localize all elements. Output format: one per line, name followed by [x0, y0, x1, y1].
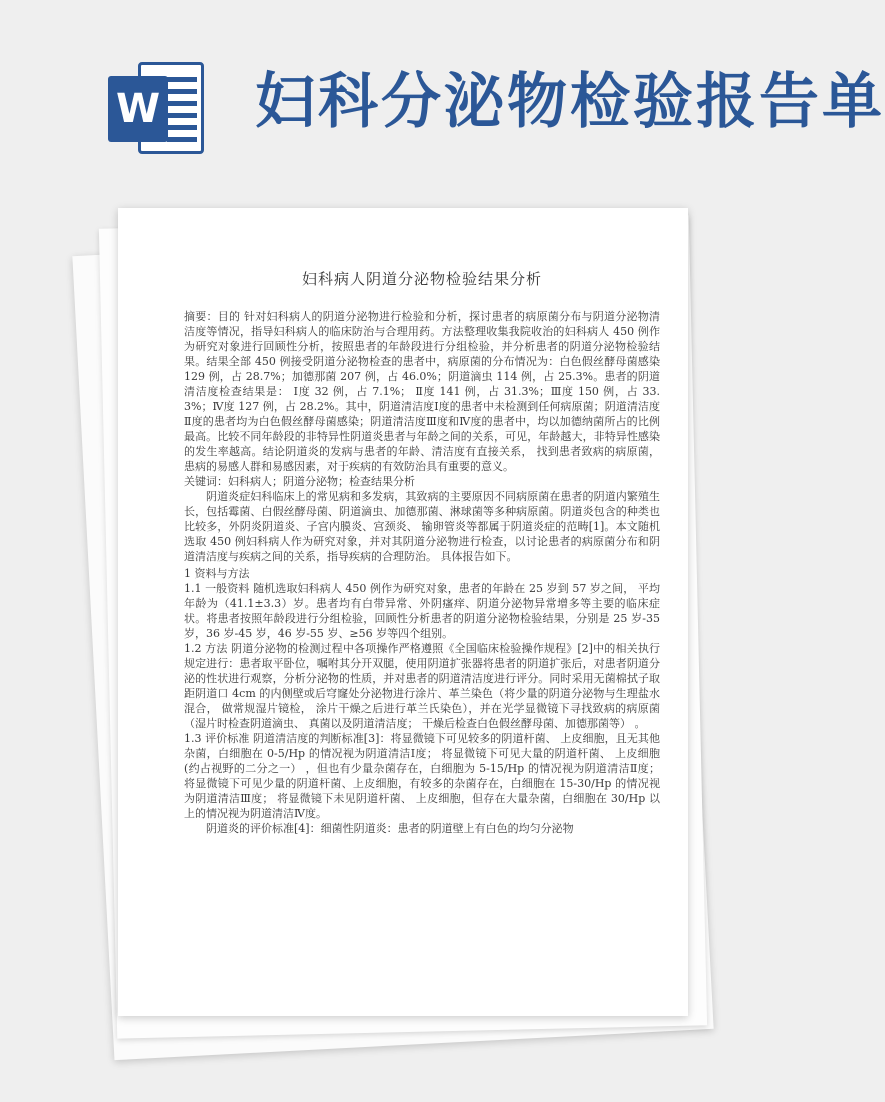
- document-page: [118, 208, 688, 1016]
- keywords-line: 关键词：妇科病人；阴道分泌物；检查结果分析: [184, 475, 415, 488]
- document-title: 妇科病人阴道分泌物检验结果分析: [301, 270, 542, 288]
- word-document-icon: [108, 58, 208, 158]
- abstract-paragraph: 摘要：目的 针对妇科病人的阴道分泌物进行检验和分析，探讨患者的病原菌分布与阴道分泌物清洁度等情况，指导妇科病人的临床防治与合理用药。方法整理收集我院收治的妇科病人 450 例作为研究对象进行回顾性分析，按照患者的年龄段进行分组检验，并分析患者的阴道分泌物检验结果。结果全部 450 例接受阴道分泌物检查的患者中，病原菌的分布情况为：白色假丝酵母菌感染 129 例，占 28.7%；加德那菌 207 例，占 46.0%；阴道滴虫 114 例，占 25.3%。患者的阴道清洁度检查结果是： Ⅰ度 32 例，占 7.1%； Ⅱ度 141 例，占 31.3%；Ⅲ度 150 例，占 33.3%；Ⅳ度 127 例，占 28.2%。其中，阴道清洁度Ⅰ度的患者中未检测到任何病原菌；阴道清洁度Ⅱ度的患者均为白色假丝酵母菌感染；阴道清洁度Ⅲ度和Ⅳ度的患者中，均以加德纳菌所占的比例最高。比较不同年龄段的非特异性阴道炎患者与年龄之间的关系，可见，年龄越大，非特异性感染的发生率越高。结论阴道炎的发病与患者的年龄、清洁度有直接关系， 找到患者致病的病原菌，患病的易感人群和易感因素，对于疾病的有效防治具有重要的意义。: [184, 310, 660, 473]
- section-1-2-paragraph: 1.2 方法 阴道分泌物的检测过程中各项操作严格遵照《全国临床检验操作规程》[2]中的相关执行规定进行：患者取平卧位，嘱咐其分开双腿，使用阴道扩张器将患者的阴道扩张后，对患者阴道分泌的性状进行观察，分析分泌物的性质，并对患者的阴道清洁度进行评分。同时采用无菌棉拭子取距阴道口 4cm 的内侧壁或后穹窿处分泌物进行涂片、革兰染色（将少量的阴道分泌物与生理盐水混合， 做常规湿片镜检， 涂片干燥之后进行革兰氏染色），并在光学显微镜下寻找致病的病原菌（湿片时检查阴道滴虫、 真菌以及阴道清洁度； 干燥后检查白色假丝酵母菌、加德那菌等） 。: [184, 642, 660, 730]
- banner-title: 妇科分泌物检验报告单: [255, 67, 885, 137]
- intro-paragraph: 阴道炎症妇科临床上的常见病和多发病，其致病的主要原因不同病原菌在患者的阴道内繁殖生长，包括霉菌、白假丝酵母菌、阴道滴虫、加德那菌、淋球菌等多种病原菌。阴道炎包含的种类也比较多，外阴炎阴道炎、子宫内膜炎、宫颈炎、 输卵管炎等都属于阴道炎症的范畴[1]。本文随机选取 450 例妇科病人作为研究对象，并对其阴道分泌物进行检查，以讨论患者的病原菌分布和阴道清洁度与疾病之间的关系，指导疾病的合理防治。 具体报告如下。: [184, 490, 660, 563]
- word-icon-letter: W: [108, 76, 168, 142]
- section-1-3-paragraph: 1.3 评价标准 阴道清洁度的判断标准[3]：将显微镜下可见较多的阴道杆菌、 上皮细胞，且无其他杂菌，白细胞在 0-5/Hp 的情况视为阴道清洁Ⅰ度； 将显微镜下可见大量的阴道杆菌、 上皮细胞(约占视野的二分之一） ，但也有少量杂菌存在，白细胞为 5-15/Hp 的情况视为阴道清洁Ⅱ度； 将显微镜下可见少量的阴道杆菌、上皮细胞，有较多的杂菌存在，白细胞在 15-30/Hp 的情况视为阴道清洁Ⅲ度； 将显微镜下未见阴道杆菌、 上皮细胞，但存在大量杂菌，白细胞在 30/Hp 以上的情况视为阴道清洁Ⅳ度。: [184, 732, 660, 820]
- vaginitis-criteria-paragraph: 阴道炎的评价标准[4]：细菌性阴道炎：患者的阴道壁上有白色的均匀分泌物: [206, 822, 574, 835]
- section-heading: 1 资料与方法: [184, 567, 250, 580]
- section-1-1-paragraph: 1.1 一般资料 随机选取妇科病人 450 例作为研究对象，患者的年龄在 25 岁到 57 岁之间， 平均年龄为（41.1±3.3）岁。患者均有白带异常、外阴瘙痒、阴道分泌物异常增多等主要的临床症状。将患者按照年龄段进行分组检验，回顾性分析患者的阴道分泌物检验结果，分别是 25 岁-35 岁，36 岁-45 岁，46 岁-55 岁、≥56 岁等四个组别。: [184, 582, 660, 640]
- banner: [0, 0, 885, 190]
